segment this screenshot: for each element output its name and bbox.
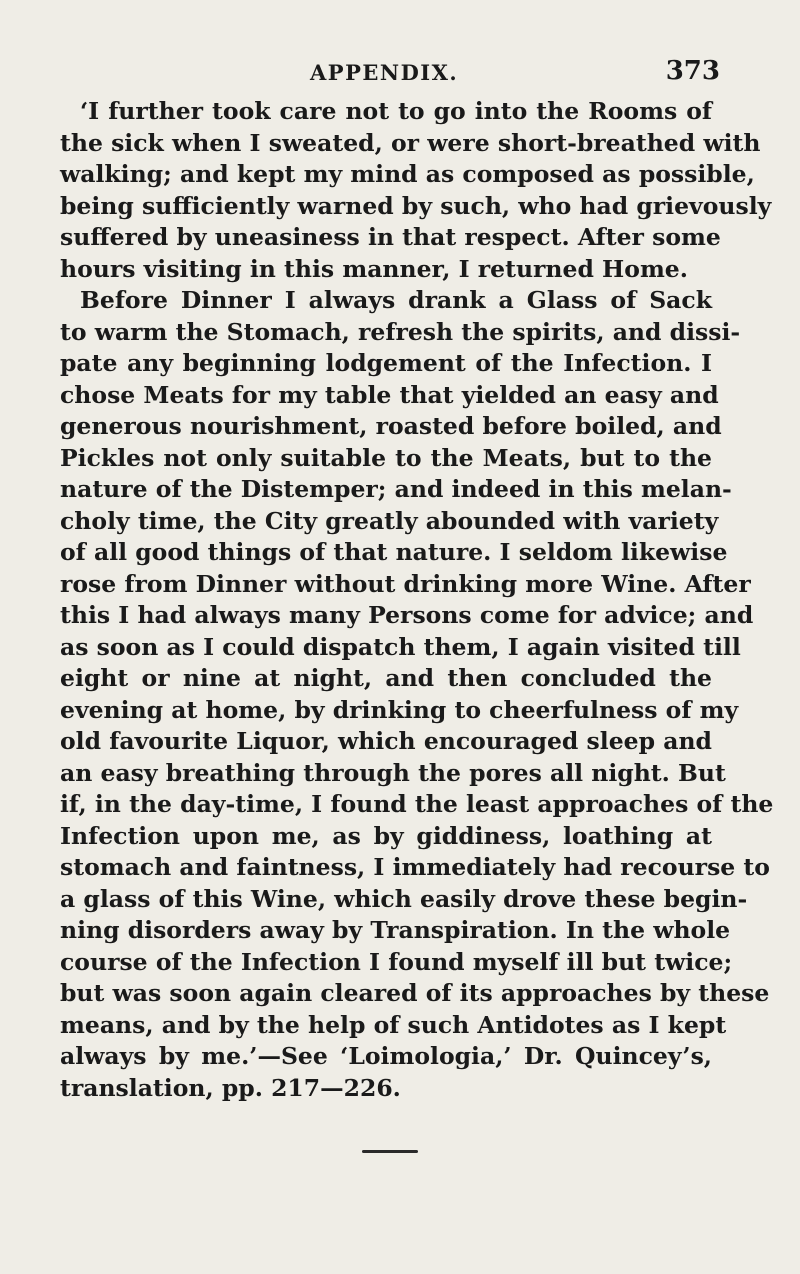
text-line: always by me.’—See ‘Loimologia,’ Dr. Quincey’s, xyxy=(60,1042,712,1070)
text-line: means, and by the help of such Antidotes as I kept xyxy=(60,1010,727,1039)
body-text xyxy=(60,96,774,1104)
text-line: Pickles not only suitable to the Meats, but to the xyxy=(60,443,712,472)
running-head xyxy=(60,56,720,90)
text-line: walking; and kept my mind as composed as possible, xyxy=(60,160,755,188)
text-line: suffered by uneasiness in that respect. After some xyxy=(60,223,721,251)
text-line: ning disorders away by Transpiration. In the whole xyxy=(60,916,731,944)
text-line: hours visiting in this manner, I returned Home. xyxy=(60,254,688,283)
text-line: course of the Infection I found myself ill but twice; xyxy=(60,947,733,976)
text-line: ‘I further took care not to go into the Rooms of xyxy=(80,97,712,125)
text-line: nature of the Distemper; and indeed in this melan- xyxy=(60,475,732,503)
text-line: a glass of this Wine, which easily drove these begin- xyxy=(60,884,748,913)
text-line: evening at home, by drinking to cheerfulness of my xyxy=(60,695,739,724)
text-line: an easy breathing through the pores all night. But xyxy=(60,758,726,787)
text-line: translation, pp. 217—226. xyxy=(60,1073,401,1102)
text-line: Before Dinner I always drank a Glass of Sack xyxy=(80,286,712,314)
text-line: rose from Dinner without drinking more Wine. After xyxy=(60,569,751,598)
text-line: chose Meats for my table that yielded an easy and xyxy=(60,380,719,409)
text-line: generous nourishment, roasted before boiled, and xyxy=(60,412,722,440)
text-line: if, in the day-time, I found the least approaches of the xyxy=(60,790,774,818)
text-line: pate any beginning lodgement of the Infection. I xyxy=(60,349,712,377)
text-line: to warm the Stomach, refresh the spirits, and dissi- xyxy=(60,317,741,346)
running-head-title: APPENDIX. xyxy=(310,60,459,85)
text-line: Infection upon me, as by giddiness, loathing at xyxy=(60,821,712,850)
text-line: as soon as I could dispatch them, I again visited till xyxy=(60,632,741,661)
page-number: 373 xyxy=(665,56,720,86)
text-line: stomach and faintness, I immediately had recourse to xyxy=(60,853,770,881)
text-line: being sufficiently warned by such, who had grievously xyxy=(60,191,772,220)
text-line: but was soon again cleared of its approaches by these xyxy=(60,979,770,1007)
end-rule-divider xyxy=(362,1150,418,1153)
text-line: this I had always many Persons come for advice; and xyxy=(60,601,754,629)
text-line: the sick when I sweated, or were short-breathed with xyxy=(60,128,761,157)
text-line: eight or nine at night, and then concluded the xyxy=(60,664,712,692)
text-line: old favourite Liquor, which encouraged sleep and xyxy=(60,727,712,755)
text-line: choly time, the City greatly abounded with variety xyxy=(60,506,719,535)
text-line: of all good things of that nature. I seldom likewise xyxy=(60,538,728,566)
